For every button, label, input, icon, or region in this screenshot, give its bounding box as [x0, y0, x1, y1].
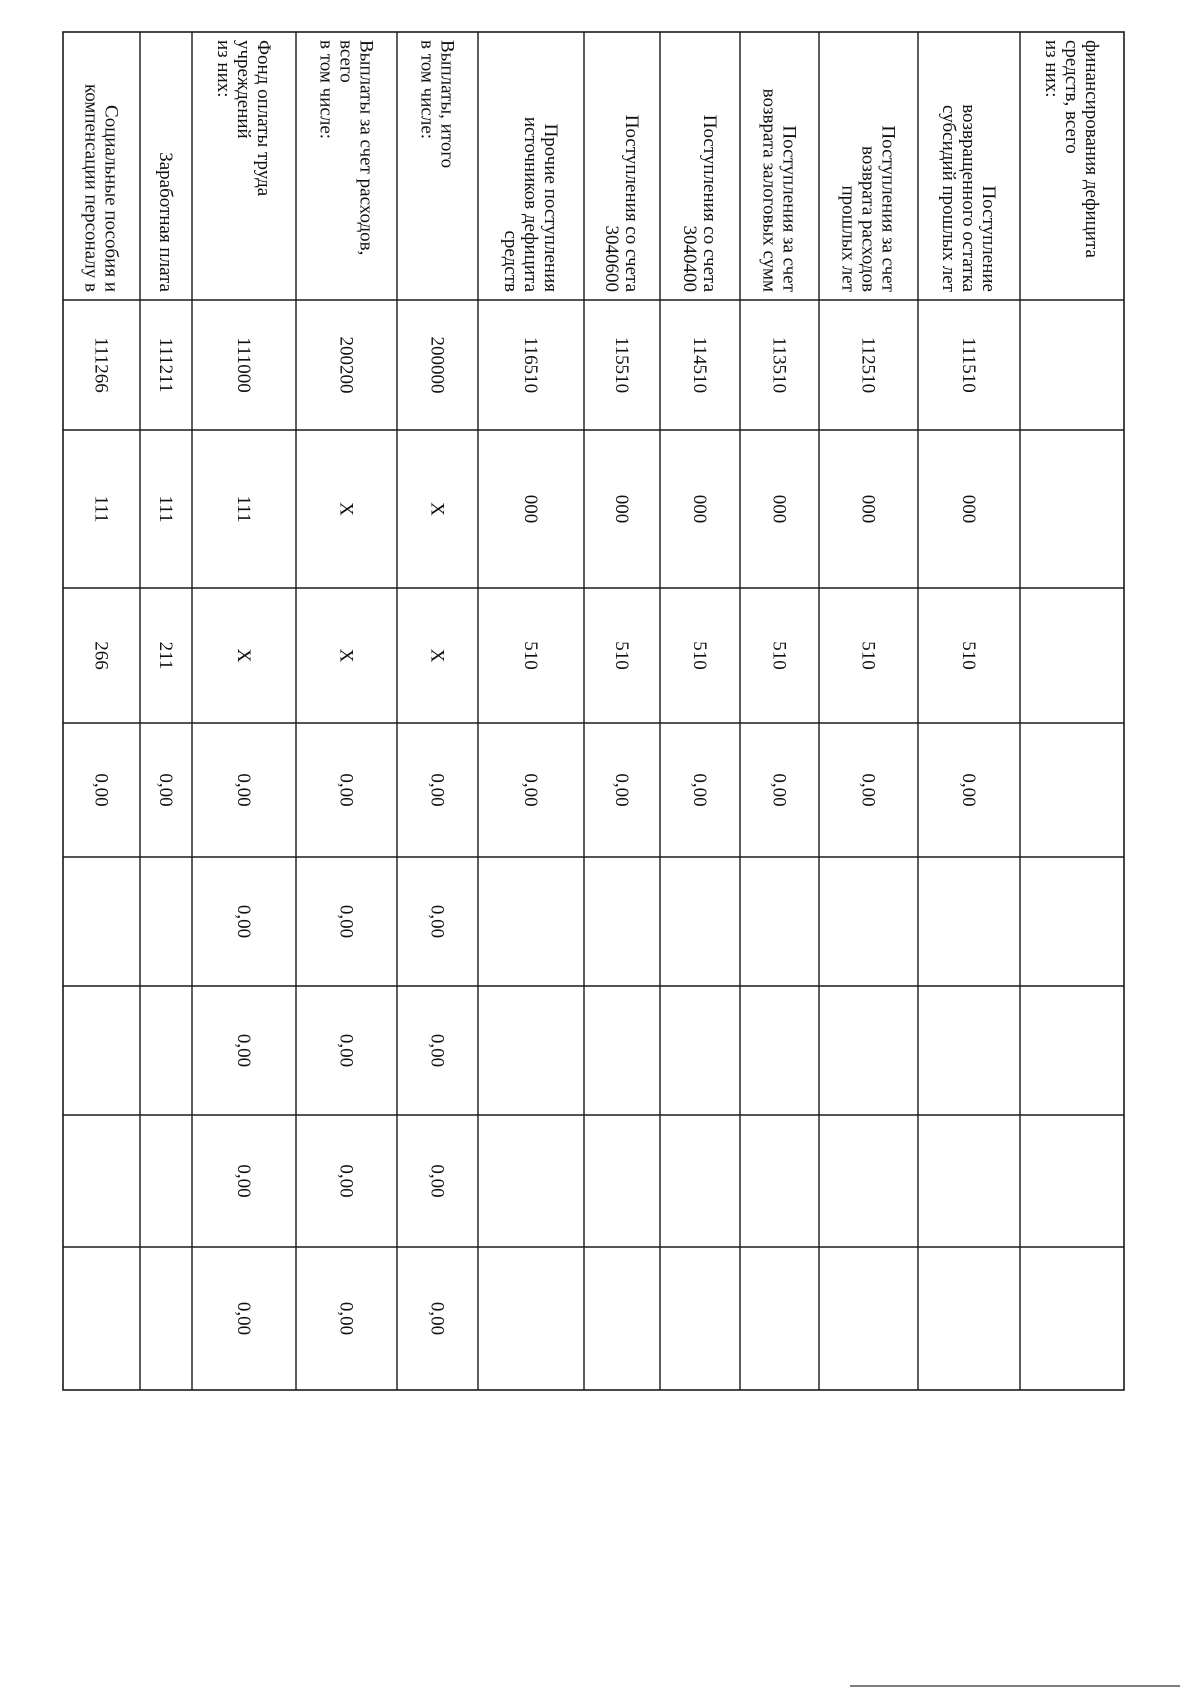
table-cell-value: 0,00 — [233, 1164, 254, 1198]
table-cell-value: 0,00 — [335, 904, 357, 939]
row-label-line: всего — [335, 40, 357, 83]
row-label-line: Выплаты за счет расходов, — [355, 40, 377, 256]
table-cell-value: 0,00 — [233, 773, 254, 807]
row-label-line: из них: — [1041, 40, 1062, 98]
row-label-line: учреждений — [233, 40, 254, 139]
table-body — [81, 40, 1103, 1335]
row-label-line: Поступления со счета — [621, 114, 642, 292]
table-cell-value: 114510 — [689, 336, 710, 394]
row-label-line: прошлых лет — [837, 185, 859, 292]
row-label — [81, 84, 122, 292]
row-label — [601, 115, 642, 293]
table-cell-value: 510 — [611, 641, 632, 670]
table-cell-value: 510 — [520, 641, 541, 670]
row-label — [679, 115, 720, 293]
row-label-line: возврата залоговых сумм — [758, 88, 780, 292]
table-cell-value: 0,00 — [689, 773, 710, 807]
table-cell-value: 510 — [857, 641, 879, 670]
row-label — [838, 125, 899, 292]
table-cell-value: 200000 — [426, 336, 448, 394]
table-cell-value: 115510 — [611, 336, 632, 394]
table-cell-value: 0,00 — [768, 773, 790, 807]
row-label-line: возврата расходов — [857, 146, 879, 292]
table-cell-value: 0,00 — [335, 1301, 357, 1336]
row-label — [213, 40, 274, 197]
table-cell-value: 211 — [155, 641, 176, 670]
row-label — [155, 152, 176, 292]
table-row — [601, 115, 642, 807]
row-label-line: Поступление — [978, 185, 999, 292]
table-cell-value: 0,00 — [958, 773, 979, 807]
table-cell-value: 111211 — [155, 337, 176, 393]
table-row — [500, 117, 561, 807]
row-label-line: в том числе: — [315, 40, 337, 140]
table-cell-value: 0,00 — [426, 1164, 448, 1198]
table-row — [1041, 40, 1102, 259]
row-label-line: Поступления за счет — [778, 125, 800, 292]
table-cell-value: X — [426, 502, 448, 516]
row-label-line: компенсации персоналу в — [80, 83, 102, 292]
table-cell-value: 000 — [857, 494, 879, 524]
table-cell-value: 0,00 — [233, 1301, 254, 1336]
table-cell-value: X — [335, 648, 357, 663]
row-label-line: Прочие поступления — [540, 123, 561, 292]
table-row — [213, 40, 274, 1335]
row-label — [938, 104, 999, 292]
table-cell-value: 0,00 — [335, 773, 357, 807]
table-row — [759, 89, 800, 807]
row-label-line: Поступления за счет — [877, 125, 899, 292]
table-cell-value: 0,00 — [335, 1164, 357, 1198]
table-cell-value: 116510 — [520, 336, 541, 394]
table-row — [938, 104, 999, 806]
table-cell-value: 000 — [958, 494, 979, 524]
table-row — [155, 152, 176, 806]
row-label-line: 3040400 — [679, 225, 700, 292]
table-cell-value: 000 — [768, 494, 790, 524]
table-cell-value: 0,00 — [426, 1033, 448, 1068]
row-label-line: возвращенного остатка — [958, 104, 979, 292]
table-cell-value: 510 — [768, 641, 790, 670]
row-label — [1041, 40, 1102, 259]
row-label — [759, 89, 800, 293]
row-label-line: Фонд оплаты труда — [253, 40, 274, 197]
table-cell-value: 0,00 — [233, 904, 254, 939]
table-cell-value: 111 — [155, 495, 176, 523]
table-cell-value: 0,00 — [335, 1033, 357, 1068]
row-label — [417, 40, 458, 168]
table-row — [81, 84, 122, 807]
table-cell-value: 510 — [958, 641, 979, 670]
row-label-line: в том числе: — [416, 40, 438, 140]
table-cell-value: X — [426, 648, 448, 663]
table-cell-value: 0,00 — [611, 773, 632, 807]
table-cell-value: 0,00 — [90, 773, 112, 807]
row-label-line: из них: — [213, 40, 234, 98]
row-label-line: Выплаты, итого — [436, 40, 458, 169]
table-cell-value: 111 — [90, 495, 112, 523]
table-cell-value: 000 — [520, 494, 541, 524]
row-label-line: 3040600 — [601, 225, 622, 292]
row-label-line: Заработная плата — [155, 152, 176, 292]
table-cell-value: X — [233, 648, 254, 663]
row-label-line: финансирования дефицита — [1081, 40, 1102, 258]
table-cell-value: 0,00 — [426, 773, 448, 807]
table-cell-value: 510 — [689, 641, 710, 670]
table-row — [316, 40, 377, 1335]
table-cell-value: 0,00 — [155, 773, 176, 807]
row-label-line: источников дефицита — [520, 116, 541, 292]
table-cell-value: 112510 — [857, 336, 879, 394]
row-label-line: средств, всего — [1061, 40, 1082, 154]
table-cell-value: 111000 — [233, 337, 254, 393]
table-cell-value: X — [335, 502, 357, 516]
row-label — [500, 117, 561, 293]
row-label-line: Поступления со счета — [699, 114, 720, 292]
row-label-line: Социальные пособия и — [100, 105, 122, 292]
table-cell-value: 0,00 — [426, 1301, 448, 1336]
table-cell-value: 0,00 — [233, 1033, 254, 1068]
table-cell-value: 200200 — [335, 336, 357, 394]
table-cell-value: 0,00 — [520, 773, 541, 807]
table-cell-value: 111 — [233, 495, 254, 523]
row-label — [316, 40, 377, 255]
table-row — [679, 115, 720, 807]
table-row — [838, 125, 899, 806]
table-cell-value: 000 — [611, 494, 632, 524]
row-label-line: субсидий прошлых лет — [938, 105, 959, 292]
table-cell-value: 000 — [689, 494, 710, 524]
table-cell-value: 266 — [90, 641, 112, 670]
table-cell-value: 113510 — [768, 336, 790, 394]
table-cell-value: 0,00 — [426, 904, 448, 939]
table-cell-value: 0,00 — [857, 773, 879, 807]
row-label-line: средств — [500, 230, 521, 292]
table-cell-value: 111266 — [90, 337, 112, 393]
table-cell-value: 111510 — [958, 337, 979, 393]
table-row — [417, 40, 458, 1335]
